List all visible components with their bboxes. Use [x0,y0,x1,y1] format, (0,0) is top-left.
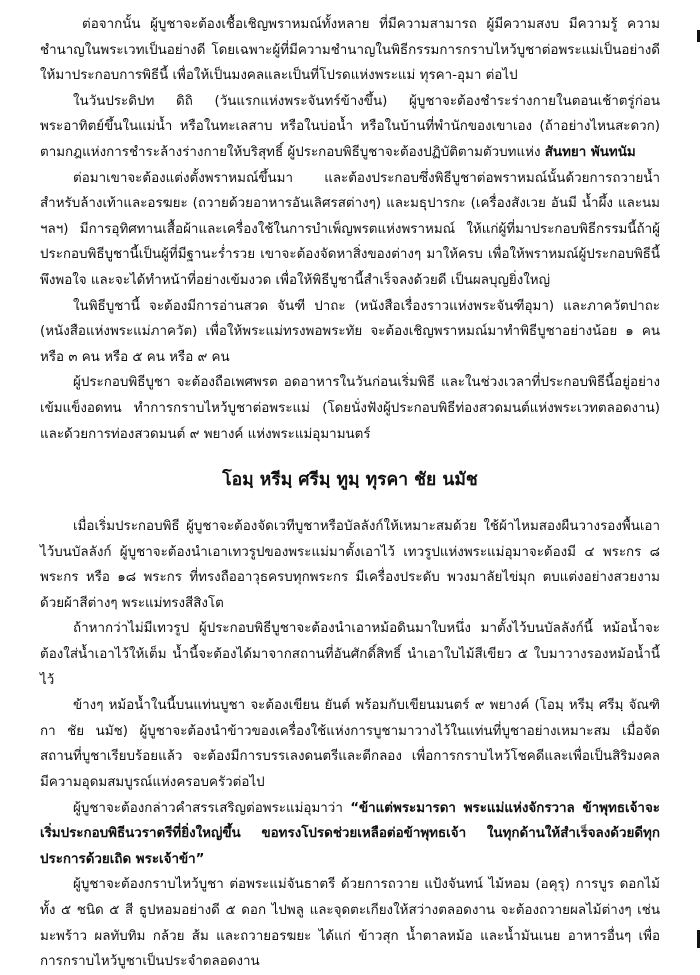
paragraph-purification [40,89,660,166]
paragraph-invitation: ต่อจากนั้น ผู้บูชาจะต้องเชื้อเชิญพราหมณ์ทั้งหลาย ที่มีความสามารถ ผู้มีความสงบ มีความรู้ ความชำนาญในพระเวทเป็นอย่างดี โดยเฉพาะผู้ที่มีความชำนาญในพิธีกรรมการกราบไหว้บูชาต่อพระแม่เป็นอย่างดี ให้มาประกอบการพิธีนี้ เพื่อให้เป็นมงคลและเป็นที่โปรดแห่งพระแม่ ทุรคา-อุมา ต่อไป [40,17,660,84]
paragraph-praise-quote: “ข้าแต่พระมารดา พระแม่แห่งจักรวาล ข้าพุทธเจ้าจะเริ่มประกอบพิธีนวราตรีที่ยิ่งใหญ่ขึ้น ขอทรงโปรดช่วยเหลือต่อข้าพุทธเจ้า ในทุกด้านให้สำเร็จลงด้วยดีทุกประการด้วยเถิด พระเจ้าข้า” [40,800,660,867]
paragraph-fasting: ผู้ประกอบพิธีบูชา จะต้องถือเพศพรต อดอาหารในวันก่อนเริ่มพิธี และในช่วงเวลาที่ประกอบพิธีนี้อยู่อย่างเข้มแข็งอดทน ทำการกราบไหว้บูชาต่อพระแม่ (โดยนั่งฟังผู้ประกอบพิธีท่องสวดมนต์แห่งพระเวทตลอดงาน) และด้วยการท่องสวดมนต์ ๙ พยางค์ แห่งพระแม่อุมามนตร์ [40,375,660,442]
paragraph-purification-bold: สันทยา พันทนัม [544,144,636,160]
paragraph-purification-text: ในวันประดิปท ดิถิ (วันแรกแห่งพระจันทร์ข้างขึ้น) ผู้บูชาจะต้องชำระร่างกายในตอนเช้าตรู่ก่อนพระอาทิตย์ขึ้นในแม่น้ำ หรือในทะเลสาบ หรือในบ่อน้ำ หรือในบ้านที่พำนักของเขาเอง (ถ้าอย่างไหนสะดวก) ตามกฎแห่งการชำระล้างร่างกายให้บริสุทธิ์ ผู้ประกอบพิธีบูชาจะต้องปฏิบัติตามตัวบทแห่ง [40,93,660,160]
paragraph-altar: เมื่อเริ่มประกอบพิธี ผู้บูชาจะต้องจัดเวทีบูชาหรือบัลลังก์ให้เหมาะสมด้วย ใช้ผ้าไหมสองผืนวางรองพื้นเอาไว้บนบัลลังก์ ผู้บูชาจะต้องนำเอาเทวรูปของพระแม่มาตั้งเอาไว้ เทวรูปแห่งพระแม่อุมาจะต้องมี ๔ พระกร ๘ พระกร หรือ ๑๘ พระกร ที่ทรงถืออาวุธครบทุกพระกร มีเครื่องประดับ พวงมาลัยไข่มุก ตบแต่งอย่างสวยงาม ด้วยผ้าสีต่างๆ พระแม่ทรงสีสิงโต [40,519,660,611]
paragraph-worship-offerings: ผู้บูชาจะต้องกราบไหว้บูชา ต่อพระแม่จันธาตรี ด้วยการถวาย แป้งจันทน์ ไม้หอม (อคุรุ) การบูร ดอกไม้ทั้ง ๕ ชนิด ๕ สี ธูปหอมอย่างดี ๕ ดอก ไปพลู และจุดตะเกียงให้สว่างตลอดงาน จะต้องถวายผลไม้ต่างๆ เช่น มะพร้าว ผลทับทิม กล้วย ส้ม และถวายอรฆยะ ได้แก่ ข้าวสุก น้ำตาลหม้อ และน้ำมันเนย อาหารอื่นๆ เพื่อการกราบไหว้บูชาเป็นประจำตลอดงาน [40,877,660,970]
paragraph-chanting: ในพิธีบูชานี้ จะต้องมีการอ่านสวด จันฑี ปาถะ (หนังสือเรื่องราวแห่งพระจันฑีอุมา) และภาควัตปาถะ (หนังสือแห่งพระแม่ภาควัต) เพื่อให้พระแม่ทรงพอพระทัย จะต้องเชิญพราหมณ์มาทำพิธีบูชาอย่างน้อย ๑ คน หรือ ๓ คน หรือ ๕ คน หรือ ๙ คน [40,298,660,365]
paragraph-yantra: ข้างๆ หม้อน้ำในนี้บนแท่นบูชา จะต้องเขียน ยันต์ พร้อมกับเขียนมนตร์ ๙ พยางค์ (โอมฺ หรีมฺ ศรีมฺ จัณฑิกา ชัย นมัช) ผู้บูชาจะต้องนำข้าวของเครื่องใช้แห่งการบูชามาวางไว้ในแท่นที่บูชาอย่างเหมาะสม เมื่อจัดสถานที่บูชาเรียบร้อยแล้ว จะต้องมีการบรรเลงดนตรีและตีกลอง เพื่อการกราบไหว้โชคดีและเพื่อเป็นสิริมงคล มีความอุดมสมบูรณ์แห่งครอบครัวต่อไป [40,698,660,791]
mantra-heading: โอมฺ หรีมฺ ศรีมฺ ทูมฺ ทุรคา ชัย นมัช [222,470,478,491]
paragraph-water-pot: ถ้าหากว่าไม่มีเทวรูป ผู้ประกอบพิธีบูชาจะต้องนำเอาหม้อดินมาใบหนึ่ง มาตั้งไว้บนบัลลังก์นี้ หม้อน้ำจะต้องใส่น้ำเอาไว้ให้เต็ม น้ำนี้จะต้องได้มาจากสถานที่อันศักดิ์สิทธิ์ นำเอาใบไม้สีเขียว ๕ ใบมาวางรองหม้อน้ำนี้ไว้ [40,621,660,688]
paragraph-praise-text: ผู้บูชาจะต้องกล่าวคำสรรเสริญต่อพระแม่อุมาว่า [73,800,351,816]
paragraph-praise [40,796,660,873]
paragraph-brahmin-offering: ต่อมาเขาจะต้องแต่งตั้งพราหมณ์ขึ้นมา และต้องประกอบซึ่งพิธีบูชาต่อพราหมณ์นั้นด้วยการถวายน้ำสำหรับล้างเท้าและอรฆยะ (ถวายด้วยอาหารอันเลิศรสต่างๆ) และมธุปารกะ (เครื่องสังเวย อันมี น้ำผึ้ง และนม ฯลฯ) มีการอุทิศทานเสื้อผ้าและเครื่องใช้ในการบำเพ็ญพรตแห่งพราหมณ์ ให้แก่ผู้ที่มาประกอบพิธีกรรมนี้ถ้าผู้ประกอบพิธีบูชานี้เป็นผู้ที่มีฐานะร่ำรวย เขาจะต้องจัดหาสิ่งของต่างๆ มาให้ครบ เพื่อให้พราหมณ์ผู้ประกอบพิธีนี้พึงพอใจ และจะได้ทำหน้าที่อย่างเข้มงวด เพื่อให้พิธีบูชานี้สำเร็จลงด้วยดี เป็นผลบุญยิ่งใหญ่ [40,170,660,288]
